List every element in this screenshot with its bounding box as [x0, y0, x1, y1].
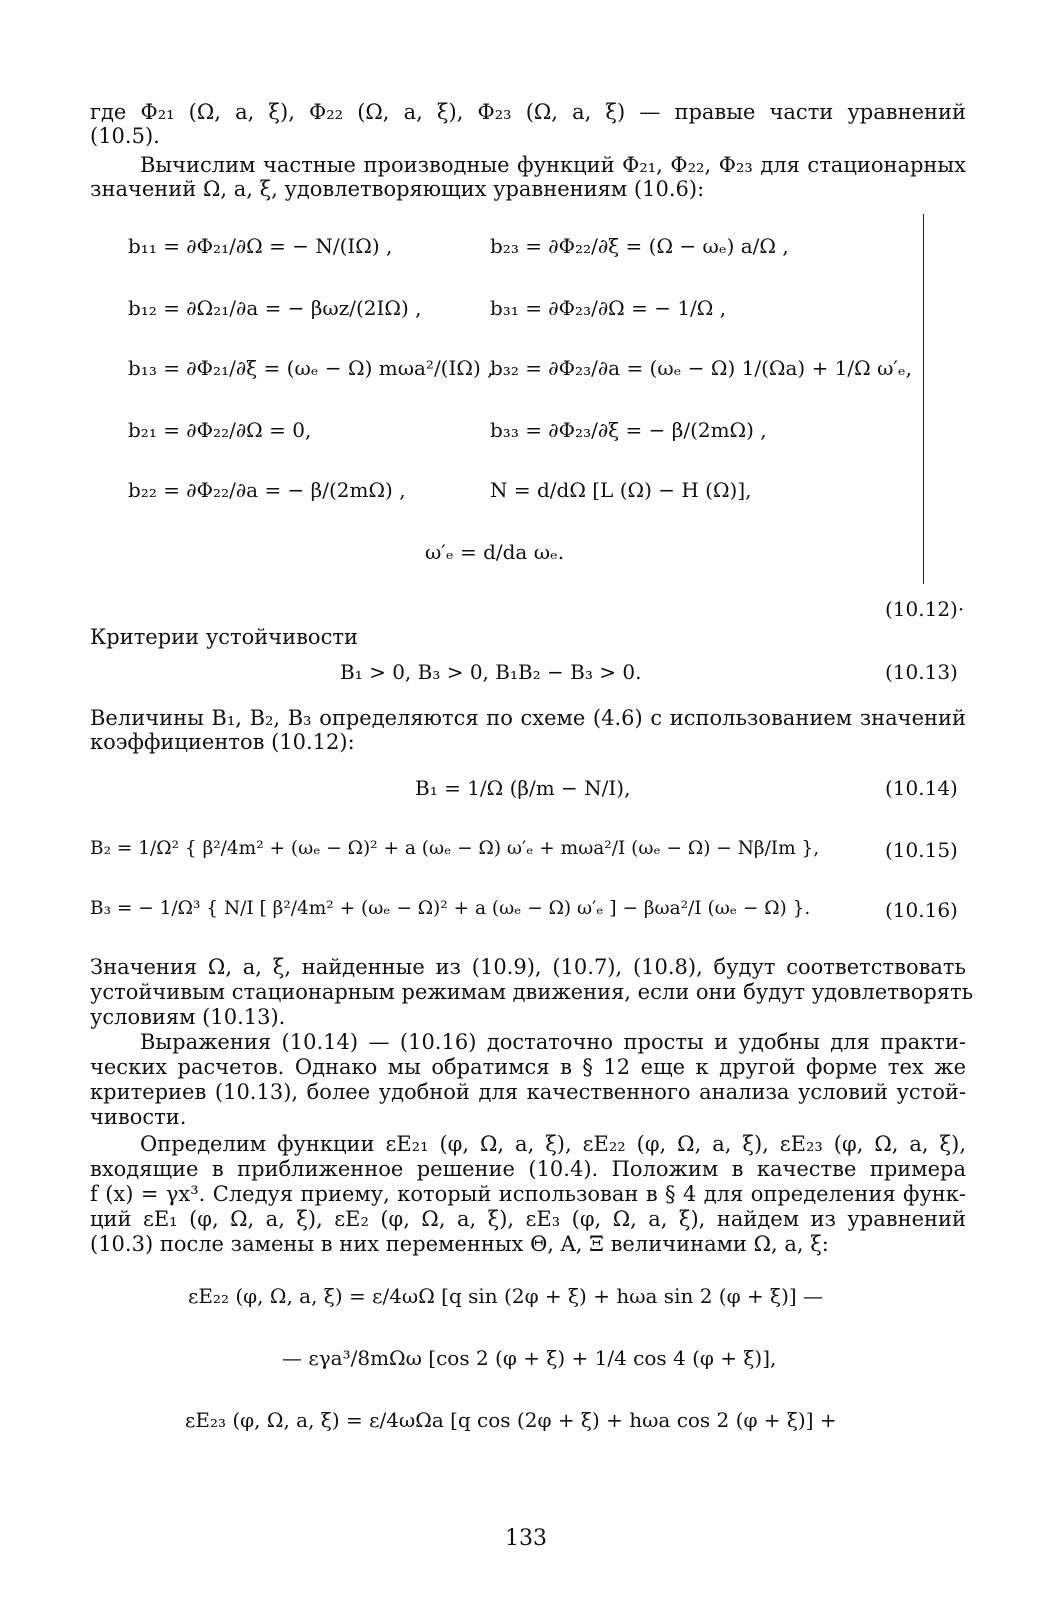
- paragraph-line: входящие в приближенное решение (10.4). Положим в качестве примера: [90, 1157, 966, 1181]
- paragraph-line: ций εE₁ (φ, Ω, a, ξ), εE₂ (φ, Ω, a, ξ), εE₃ (φ, Ω, a, ξ), найдем из уравнений: [90, 1207, 966, 1231]
- formula-10-16: B₃ = − 1/Ω³ { N/I [ β²/4m² + (ωₑ − Ω)² + a (ωₑ − Ω) ω′ₑ ] − βωa²/I (ωₑ − Ω) }.: [90, 898, 811, 919]
- paragraph-line: Критерии устойчивости: [90, 625, 358, 649]
- paragraph-line: ческих расчетов. Однако мы обратимся в § 12 еще к другой форме тех же: [90, 1055, 966, 1079]
- paragraph-line: коэффициентов (10.12):: [90, 730, 355, 754]
- equation-number-10-14: (10.14): [885, 776, 958, 800]
- equation-number-10-15: (10.15): [885, 838, 958, 862]
- formula-N: N = d/dΩ [L (Ω) − H (Ω)],: [490, 478, 752, 502]
- paragraph-line: Вычислим частные производные функций Φ₂₁, Φ₂₂, Φ₂₃ для стационарных: [140, 153, 966, 177]
- paragraph-line: где Φ₂₁ (Ω, a, ξ), Φ₂₂ (Ω, a, ξ), Φ₂₃ (Ω, a, ξ) — правые части уравнений: [90, 100, 966, 124]
- paragraph-line: чивости.: [90, 1105, 187, 1129]
- formula-b33: b₃₃ = ∂Φ₂₃/∂ξ = − β/(2mΩ) ,: [490, 418, 767, 442]
- formula-b23: b₂₃ = ∂Φ₂₂/∂ξ = (Ω − ωₑ) a/Ω ,: [490, 234, 789, 258]
- formula-10-14: B₁ = 1/Ω (β/m − N/I),: [415, 776, 631, 800]
- equation-number-10-13: (10.13): [885, 660, 958, 684]
- paragraph-line: (10.3) после замены в них переменных Θ, A, Ξ величинами Ω, a, ξ:: [90, 1232, 829, 1256]
- paragraph-line: условиям (10.13).: [90, 1005, 286, 1029]
- paragraph-line: Выражения (10.14) — (10.16) достаточно просты и удобны для практи-: [140, 1030, 966, 1054]
- paragraph-line: критериев (10.13), более удобной для качественного анализа условий устой-: [90, 1080, 966, 1104]
- formula-b21: b₂₁ = ∂Φ₂₂/∂Ω = 0,: [128, 418, 312, 442]
- formula-b13: b₁₃ = ∂Φ₂₁/∂ξ = (ωₑ − Ω) mωa²/(IΩ) ,: [128, 356, 494, 380]
- formula-b22: b₂₂ = ∂Φ₂₂/∂a = − β/(2mΩ) ,: [128, 478, 406, 502]
- paragraph-line: Значения Ω, a, ξ, найденные из (10.9), (10.7), (10.8), будут соответствовать: [90, 955, 966, 979]
- paragraph-line: f (x) = γx³. Следуя приему, который использован в § 4 для определения функ-: [90, 1182, 966, 1206]
- formula-eE23-line1: εE₂₃ (φ, Ω, a, ξ) = ε/4ωΩa [q cos (2φ + ξ) + hωa cos 2 (φ + ξ)] +: [185, 1408, 837, 1432]
- formula-10-13: B₁ > 0, B₃ > 0, B₁B₂ − B₃ > 0.: [340, 660, 642, 684]
- page-number: 133: [505, 1526, 547, 1551]
- formula-b12: b₁₂ = ∂Ω₂₁/∂a = − βωz/(2IΩ) ,: [128, 296, 422, 320]
- equation-number-10-12: (10.12)·: [885, 597, 965, 621]
- equation-number-10-16: (10.16): [885, 898, 958, 922]
- paragraph-line: устойчивым стационарным режимам движения, если они будут удовлетворять: [90, 980, 974, 1004]
- formula-eE22-line1: εE₂₂ (φ, Ω, a, ξ) = ε/4ωΩ [q sin (2φ + ξ) + hωa sin 2 (φ + ξ)] —: [188, 1284, 824, 1308]
- paragraph-line: значений Ω, a, ξ, удовлетворяющих уравнениям (10.6):: [90, 177, 705, 201]
- paragraph-line: (10.5).: [90, 124, 160, 148]
- paragraph-line: Определим функции εE₂₁ (φ, Ω, a, ξ), εE₂₂ (φ, Ω, a, ξ), εE₂₃ (φ, Ω, a, ξ),: [140, 1132, 966, 1156]
- paragraph-line: Величины B₁, B₂, B₃ определяются по схеме (4.6) с использованием значений: [90, 706, 966, 730]
- formula-b11: b₁₁ = ∂Φ₂₁/∂Ω = − N/(IΩ) ,: [128, 234, 393, 258]
- formula-omega-derivative: ω′ₑ = d/da ωₑ.: [425, 540, 565, 564]
- system-bracket: [913, 214, 924, 584]
- formula-10-15: B₂ = 1/Ω² { β²/4m² + (ωₑ − Ω)² + a (ωₑ − Ω) ω′ₑ + mωa²/I (ωₑ − Ω) − Nβ/Im },: [90, 838, 820, 859]
- formula-eE22-line2: — εγa³/8mΩω [cos 2 (φ + ξ) + 1/4 cos 4 (φ + ξ)],: [282, 1346, 777, 1370]
- formula-b32: b₃₂ = ∂Φ₂₃/∂a = (ωₑ − Ω) 1/(Ωa) + 1/Ω ω′ₑ,: [490, 356, 913, 380]
- formula-b31: b₃₁ = ∂Φ₂₃/∂Ω = − 1/Ω ,: [490, 296, 727, 320]
